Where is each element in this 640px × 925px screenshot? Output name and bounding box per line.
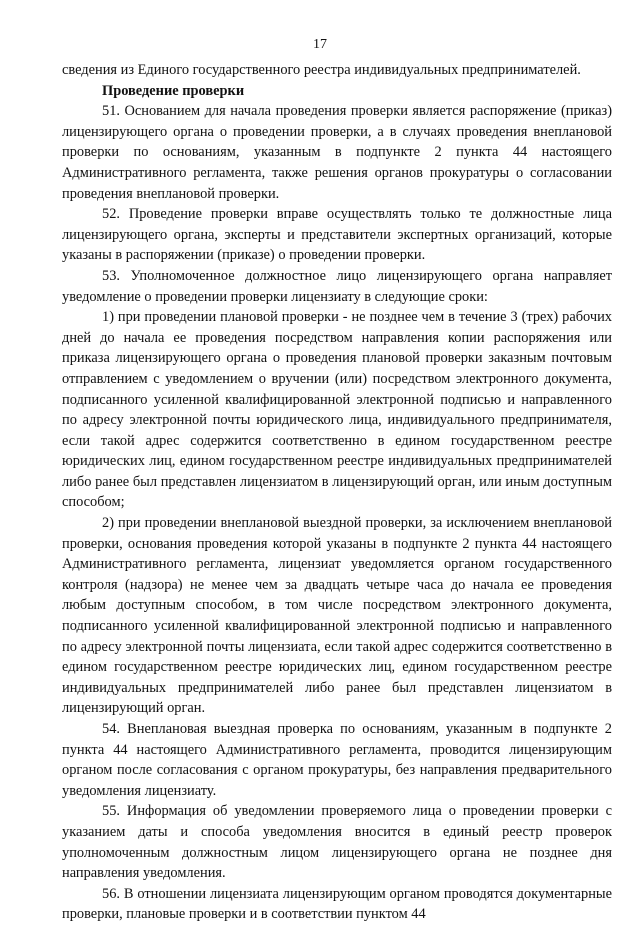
page-number: 17: [313, 37, 327, 52]
paragraph-56: 56. В отношении лицензиата лицензирующим органом проводятся документарные проверки, плановые проверки и в соответствии пунктом 44: [62, 885, 612, 923]
paragraph-54: 54. Внеплановая выездная проверка по основаниям, указанным в подпункте 2 пункта 44 настоящего Административного регламента, проводится лицензирующим органом после согласования с органом прокуратуры, без направления предварительного уведомления лицензиату.: [62, 721, 612, 799]
paragraph-53-item-1: 1) при проведении плановой проверки - не позднее чем в течение 3 (трех) рабочих дней до начала ее проведения посредством направления копии распоряжения или приказа лицензирующего органа о проведения плановой проверки заказным почтовым отправлением с уведомлением о вручении (или) посредством электронного документа, подписанного усиленной квалифицированной электронной подписью и направленного по адресу электронной почты юридического лица, индивидуального предпринимателя, если такой адрес содержится соответственно в едином государственном реестре юридических лиц, едином государственном реестре индивидуальных предпринимателей либо ранее был представлен лицензиатом в лицензирующий орган, или иным доступным способом;: [62, 309, 612, 511]
paragraph-53: 53. Уполномоченное должностное лицо лицензирующего органа направляет уведомление о проведении проверки лицензиату в следующие сроки:: [62, 267, 612, 305]
paragraph-52: 52. Проведение проверки вправе осуществлять только те должностные лица лицензирующего органа, эксперты и представители экспертных организаций, которые указаны в распоряжении (приказе) о проведении проверки.: [62, 206, 612, 264]
paragraph-55: 55. Информация об уведомлении проверяемого лица о проведении проверки с указанием даты и способа уведомления вносится в единый реестр проверок уполномоченным должностным лицом лицензирующего органа не позднее дня направления уведомления.: [62, 803, 612, 882]
document-body: [62, 60, 612, 925]
paragraph-intro: сведения из Единого государственного реестра индивидуальных предпринимателей.: [62, 62, 581, 78]
paragraph-51: 51. Основанием для начала проведения проверки является распоряжение (приказ) лицензирующего органа о проведении проверки, а в случаях проведения внеплановой проверки по основаниям, указанным в подпункте 2 пункта 44 настоящего Административного регламента, также решения органов прокуратуры о согласовании проведения внеплановой проверки.: [62, 103, 612, 202]
paragraph-53-item-2: 2) при проведении внеплановой выездной проверки, за исключением внеплановой проверки, основания проведения которой указаны в подпункте 2 пункта 44 настоящего Административного регламента, лицензиат уведомляется органом государственного контроля (надзора) не менее чем за двадцать четыре часа до начала ее проведения любым доступным способом, в том числе посредством электронного документа, подписанного усиленной квалифицированной электронной подписью и направленного по адресу электронной почты лицензиата, если такой адрес содержится соответственно в едином государственном реестре юридических лиц, едином государственном реестре индивидуальных предпринимателей либо ранее был представлен лицензиатом в лицензирующий орган.: [62, 515, 612, 717]
section-heading: Проведение проверки: [102, 82, 245, 99]
